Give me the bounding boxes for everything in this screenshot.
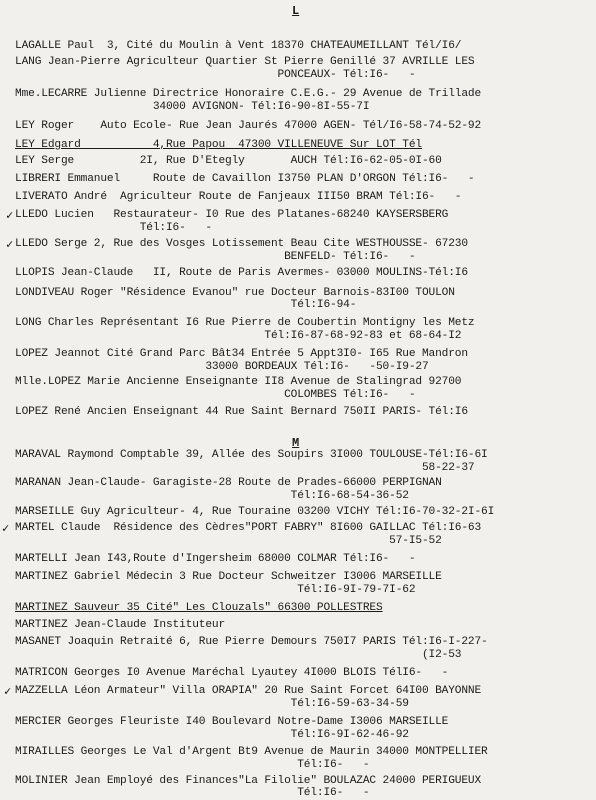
entry-ley-roger: LEY Roger Auto Ecole- Rue Jean Jaurés 47000 AGEN- Tél/I6-58-74-52-92 bbox=[15, 120, 482, 132]
entry-martel: MARTEL Claude Résidence des Cèdres"PORT FABRY" 8I600 GAILLAC Tél:I6-63 bbox=[15, 522, 482, 534]
entry-lledo-lucien: LLEDO Lucien Restaurateur- I0 Rue des Platanes-68240 KAYSERSBERG bbox=[15, 209, 449, 221]
entry-lopez-rene: LOPEZ René Ancien Enseignant 44 Rue Saint Bernard 750II PARIS- Tél:I6 bbox=[15, 406, 468, 418]
entry-masanet-cont: (I2-53 bbox=[15, 649, 462, 661]
entry-maranan-cont: Tél:I6-68-54-36-52 bbox=[15, 490, 409, 502]
entry-mirailles-cont: Tél:I6- - bbox=[15, 759, 370, 771]
entry-martelli: MARTELLI Jean I43,Route d'Ingersheim 68000 COLMAR Tél:I6- - bbox=[15, 553, 416, 565]
entry-martinez-gabriel: MARTINEZ Gabriel Médecin 3 Rue Docteur Schweitzer I3006 MARSEILLE bbox=[15, 571, 442, 583]
entry-lopez-marie: Mlle.LOPEZ Marie Ancienne Enseignante II8 Avenue de Stalingrad 92700 bbox=[15, 376, 462, 388]
entry-martinez-gabriel-cont: Tél:I6-9I-79-7I-62 bbox=[15, 584, 416, 596]
entry-lang: LANG Jean-Pierre Agriculteur Quartier St Pierre Genillé 37 AVRILLE LES bbox=[15, 56, 475, 68]
entry-molinier-cont: Tél:I6- - bbox=[15, 787, 370, 799]
entry-marseille: MARSEILLE Guy Agriculteur- 4, Rue Touraine 03200 VICHY Tél:I6-70-32-2I-6I bbox=[15, 506, 495, 518]
entry-mazzella-cont: Tél:I6-59-63-34-59 bbox=[15, 698, 409, 710]
entry-maraval-cont: 58-22-37 bbox=[15, 462, 475, 474]
entry-londiveau-cont: Tél:I6-94- bbox=[15, 299, 357, 311]
entry-llopis: LLOPIS Jean-Claude II, Route de Paris Avermes- 03000 MOULINS-Tél:I6 bbox=[15, 267, 468, 279]
entry-matricon: MATRICON Georges I0 Avenue Maréchal Lyautey 4I000 BLOIS TélI6- - bbox=[15, 667, 449, 679]
section-letter-m: M bbox=[292, 436, 300, 450]
entry-mercier: MERCIER Georges Fleuriste I40 Boulevard Notre-Dame I3006 MARSEILLE bbox=[15, 716, 449, 728]
entry-masanet: MASANET Joaquin Retraité 6, Rue Pierre Demours 750I7 PARIS Tél:I6-I-227- bbox=[15, 636, 488, 648]
check-mark: ✓ bbox=[2, 522, 10, 536]
check-mark: ✓ bbox=[6, 238, 14, 252]
entry-mercier-cont: Tél:I6-9I-62-46-92 bbox=[15, 729, 409, 741]
entry-lledo-lucien-cont: Tél:I6- - bbox=[15, 222, 212, 234]
entry-martinez-sauveur: MARTINEZ Sauveur 35 Cité" Les Clouzals" 66300 POLLESTRES bbox=[15, 602, 383, 614]
entry-lecarre-cont: 34000 AVIGNON- Tél:I6-90-8I-55-7I bbox=[15, 101, 370, 113]
entry-libreri: LIBRERI Emmanuel Route de Cavaillon I3750 PLAN D'ORGON Tél:I6- - bbox=[15, 173, 475, 185]
check-mark: ✓ bbox=[4, 685, 12, 699]
check-mark: ✓ bbox=[6, 209, 14, 223]
entry-long-cont: Tél:I6-87-68-92-83 et 68-64-I2 bbox=[15, 330, 462, 342]
entry-liverato: LIVERATO André Agriculteur Route de Fanjeaux III50 BRAM Tél:I6- - bbox=[15, 191, 462, 203]
entry-mirailles: MIRAILLES Georges Le Val d'Argent Bt9 Avenue de Maurin 34000 MONTPELLIER bbox=[15, 746, 488, 758]
entry-lledo-serge: LLEDO Serge 2, Rue des Vosges Lotissement Beau Cite WESTHOUSSE- 67230 bbox=[15, 238, 468, 250]
section-letter-l: L bbox=[292, 4, 300, 18]
entry-lopez-jeannot-cont: 33000 BORDEAUX Tél:I6- -50-I9-27 bbox=[15, 361, 429, 373]
entry-long: LONG Charles Représentant I6 Rue Pierre de Coubertin Montigny les Metz bbox=[15, 317, 475, 329]
entry-martinez-jean-claude: MARTINEZ Jean-Claude Instituteur bbox=[15, 619, 226, 631]
entry-maranan: MARANAN Jean-Claude- Garagiste-28 Route de Prades-66000 PERPIGNAN bbox=[15, 477, 442, 489]
entry-ley-edgard: LEY Edgard 4,Rue Papou 47300 VILLENEUVE Sur LOT Tél bbox=[15, 139, 422, 151]
entry-lecarre: Mme.LECARRE Julienne Directrice Honoraire C.E.G.- 29 Avenue de Trillade bbox=[15, 88, 482, 100]
entry-martel-cont: 57-I5-52 bbox=[15, 535, 442, 547]
entry-lopez-marie-cont: COLOMBES Tél:I6- - bbox=[15, 389, 416, 401]
entry-lledo-serge-cont: BENFELD- Tél:I6- - bbox=[15, 251, 416, 263]
entry-maraval: MARAVAL Raymond Comptable 39, Allée des Soupirs 3I000 TOULOUSE-Tél:I6-6I bbox=[15, 449, 488, 461]
entry-lagalle: LAGALLE Paul 3, Cité du Moulin à Vent 18370 CHATEAUMEILLANT Tél/I6/ bbox=[15, 40, 462, 52]
entry-mazzella: MAZZELLA Léon Armateur" Villa ORAPIA" 20 Rue Saint Forcet 64I00 BAYONNE bbox=[15, 685, 482, 697]
entry-ley-serge: LEY Serge 2I, Rue D'Etegly AUCH Tél:I6-62-05-0I-60 bbox=[15, 155, 442, 167]
entry-lang-cont: PONCEAUX- Tél:I6- - bbox=[15, 69, 416, 81]
entry-londiveau: LONDIVEAU Roger "Résidence Evanou" rue Docteur Barnois-83I00 TOULON bbox=[15, 287, 455, 299]
entry-molinier: MOLINIER Jean Employé des Finances"La Filolie" BOULAZAC 24000 PERIGUEUX bbox=[15, 775, 482, 787]
entry-lopez-jeannot: LOPEZ Jeannot Cité Grand Parc Bât34 Entrée 5 Appt3I0- I65 Rue Mandron bbox=[15, 348, 468, 360]
